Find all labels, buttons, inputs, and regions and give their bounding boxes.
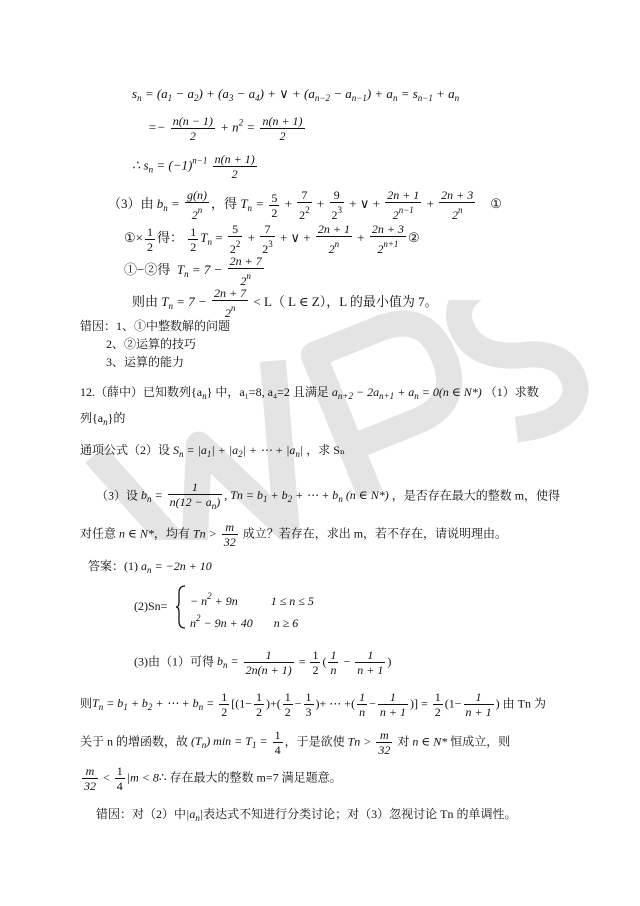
text-get: 得： — [157, 229, 184, 245]
q12-text-b: } 中，a₁=8, a₄=2 且满足 — [206, 385, 329, 399]
answer-2-label: (2)Sn= — [134, 599, 168, 613]
answer-1: 答案：(1) $a_n = -2n + 10$ — [88, 559, 212, 575]
piecewise-case-2: $n^2 - 9n + 40$ n ≥ 6 — [190, 613, 299, 630]
q12-statement: 12.（薛中）已知数列$\{a_n\}$ 中，a₁=8, a₄=2 且满足 $a_{n+2} - 2a_{n+1} + a_n = 0(n$ ∈ N*) （1）求数 — [80, 385, 539, 401]
text-always: 恒成立，则 — [450, 734, 511, 749]
error-q12-b: 表达式不知进行分类讨论；对（3）忽视讨论 Tn 的单调性。 — [203, 807, 517, 821]
formula-simplify: =− $\frac{n(n - 1)}{2}$ + $n^2$ = $\frac{n(n + 1)}{2}$ — [148, 114, 303, 143]
formula-sn-expansion: $s_n = (a_1 - a_2) + (a_3 - a_4)$ + ∨ + $(a_{n-2} - a_{n-1}) + a_n = s_{n-1} + a_n$ — [132, 86, 460, 103]
part3-conclusion: 则由 $T_n = 7$ − $\frac{2n + 7}{2^n}$ < L（ L ∈ Z），L 的最小值为 7。 — [132, 286, 438, 320]
answer-3-final: $\frac{m}{32}$ < $\frac{1}{4}$ |m < 8∴ 存在最大的整数 m=7 满足题意。 — [84, 764, 342, 793]
q12-text-j: 对任意 — [80, 526, 117, 541]
error-q12-a: 错因：对（2）中 — [96, 807, 187, 821]
answer-1-label: 答案：(1) — [88, 559, 138, 573]
text-L-min: < L（ L ∈ Z），L 的最小值为 7。 — [253, 293, 438, 309]
text-multiply: ①× — [124, 229, 143, 245]
text-ze: 则 — [80, 696, 93, 711]
q12-text-l: 成立？若存在，求出 m，若不存在，请说明理由。 — [242, 526, 508, 541]
q12-line4: （3）设 $b_n$ = $\frac{1}{n(12 - a_n)}$ , $Tn = b_1 + b_2$ + ⋯ + $b_n$ (n ∈ N*) ，是否存在最大的整数 m，使得 — [96, 480, 561, 511]
piecewise-brace — [175, 585, 187, 629]
error-reason-3: 3、运算的能力 — [106, 355, 185, 369]
q12-line2: 列$\{a_n\}$的 — [80, 411, 126, 427]
piecewise-case-1: − $n^2 + 9n$ 1 ≤ n ≤ 5 — [190, 591, 314, 608]
text-so-that: ，于是欲使 — [284, 734, 345, 749]
circled-two: ② — [407, 229, 420, 245]
q12-text-i: ，是否存在最大的整数 m，使得 — [391, 488, 561, 503]
text-then: 则由 — [132, 293, 159, 309]
q12-line5: 对任意 n ∈ N*，均有 Tn > $\frac{m}{32}$ 成立？若存在，求出 m，若不存在，请说明理由。 — [80, 520, 508, 549]
circled-one: ① — [490, 195, 502, 211]
text-exists-max: ∴ 存在最大的整数 m=7 满足题意。 — [158, 770, 342, 785]
q12-line3: 通项公式（2）设 $S_n = |a_1| + |a_2|$ + ⋯ + $|a_n|$ ，求 Sₙ — [80, 443, 346, 459]
q12-text-g: ，求 Sₙ — [306, 443, 346, 457]
answer-3: (3)由（1）可得 $b_n$ = $\frac{1}{2n(n + 1)}$ = $\frac{1}{2}$ ( $\frac{1}{n}$ − $\frac{1}{n + 1}$ ) — [134, 648, 392, 677]
text-increasing: 关于 n 的增函数，故 — [80, 734, 189, 749]
error-reason-2: 2、②运算的技巧 — [106, 337, 197, 351]
answer-3-label: (3)由（1）可得 — [134, 654, 214, 669]
answer-3-monotone: 关于 n 的增函数，故 $(T_n) \min = T_1$ = $\frac{1}{4}$ ，于是欲使 Tn > $\frac{m}{32}$ 对 n ∈ N* 恒成立，则 — [80, 728, 511, 757]
q12-text-d: 列{a — [80, 411, 104, 425]
answer-3-sum: 则$T_n = b_1 + b_2$ + ⋯ + $b_n$ = $\frac{1}{2}$ [(1− $\frac{1}{2}$ )+( $\frac{1}{2}$ − $\frac{1}{3}$ )+ ⋯ +( $\frac{1}{n}$ − $\frac{1}{n + 1}$ )] = $\frac{1}{2}$ (1− $\frac{1}{n + 1}$ ) 由 Tn 为 — [80, 690, 546, 719]
error-reason-q12: 错因：对（2）中$|a_n|$表达式不知进行分类讨论；对（3）忽视讨论 Tn 的单调性。 — [96, 807, 517, 823]
text-subtract: ①−②得 — [124, 261, 171, 277]
error-reason-1: 错因：1、①中整数解的问题 — [80, 319, 231, 333]
text-for: 对 — [397, 734, 410, 749]
text-part3-start: （3）由 — [108, 195, 154, 211]
q12-text-a: 12.（薛中）已知数列{a — [80, 385, 203, 399]
q12-text-k: ，均有 — [153, 526, 190, 541]
text-Tn-is: 由 Tn 为 — [502, 696, 546, 711]
q12-text-c: （1）求数 — [484, 385, 539, 399]
formula-sn-result: ∴ $s_n = (-1)^{n-1}$ $\frac{n(n + 1)}{2}$ — [132, 152, 255, 181]
text-de: ，得 — [211, 195, 238, 211]
part3-subtract: ①−②得 $T_n = 7$ − $\frac{2n + 7}{2^n}$ — [124, 254, 262, 288]
q12-text-f: 通项公式（2）设 — [80, 443, 171, 457]
part3-half-Tn: ①× $\frac{1}{2}$ 得： $\frac{1}{2}$ $T_n$ = $\frac{5}{2^2}$ + $\frac{7}{2^3}$ + ∨ + $\frac{2n + 1}{2^n}$ + $\frac{2n + 3}{2^{n+1}}$ ② — [124, 222, 420, 256]
part3-Tn-definition: （3）由 $b_n$ = $\frac{g(n)}{2^n}$ ，得 $T_n$ = $\frac{5}{2}$ + $\frac{7}{2^2}$ + $\frac{9}{2^3}$ + ∨ + $\frac{2n + 1}{2^{n-1}}$ + $\frac{2n + 3}{2^n}$ ① — [108, 188, 502, 222]
q12-text-e: }的 — [107, 411, 126, 425]
q12-text-h: （3）设 — [96, 488, 139, 503]
